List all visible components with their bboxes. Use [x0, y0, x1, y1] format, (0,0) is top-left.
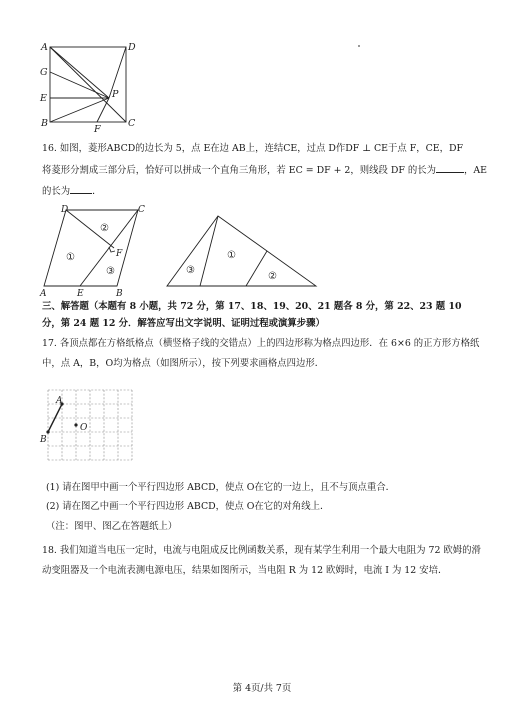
triangle-region-1: ①: [227, 250, 236, 261]
rhombus-region-1: ①: [66, 252, 75, 263]
q16-line3-text: 的长为: [42, 186, 71, 197]
rhombus-region-3: ③: [106, 266, 115, 277]
figure-rhombus: [36, 202, 156, 296]
label-D: D: [128, 42, 136, 53]
page-footer: 第 4页/共 7页: [232, 683, 292, 694]
rhombus-region-2: ②: [100, 223, 109, 234]
label-P: P: [112, 89, 119, 100]
triangle-region-3: ③: [186, 265, 195, 276]
q18-line1: 18. 我们知道当电压一定时，电流与电阻成反比例函数关系，现有某学生利用一个最大电阻为 72 欧姆的滑: [42, 545, 481, 556]
q16-line3: [42, 184, 102, 198]
label-E: E: [40, 93, 47, 104]
q17-part1: (1) 请在图甲中画一个平行四边形 ABCD，使点 O在它的一边上，且不与顶点重合．: [46, 482, 396, 493]
rhombus-label-A: A: [40, 289, 47, 296]
q16-line3-end: ．: [92, 186, 102, 197]
label-B: B: [41, 118, 48, 129]
grid-label-A: A: [56, 396, 63, 406]
grid-label-B: B: [40, 435, 47, 445]
q17-note: （注：图甲、图乙在答题纸上）: [46, 521, 178, 532]
section3-heading-line2: 分，第 24 题 12 分．解答应写出文字说明、证明过程或演算步骤）: [42, 318, 325, 329]
rhombus-label-F: F: [116, 249, 123, 259]
q17-line2: 中，点 A，B，O均为格点（如图所示），按下列要求画格点四边形．: [42, 358, 325, 369]
label-C: C: [128, 118, 136, 129]
answer-blank-df[interactable]: [436, 163, 464, 173]
label-F: F: [94, 124, 101, 133]
q16-line2-text: 将菱形分割成三部分后，恰好可以拼成一个直角三角形，若 EC = DF + 2，则线段 DF 的长为: [42, 165, 436, 176]
q17-line1: 17. 各顶点都在方格纸格点（横竖格子线的交错点）上的四边形称为格点四边形．在 6×6 的正方形方格纸: [42, 338, 480, 349]
stray-mark: [358, 45, 360, 47]
figure-square-apefc: [36, 38, 146, 133]
q16-line1: 16. 如图，菱形ABCD的边长为 5，点 E在边 AB上，连结CE，过点 D作DF ⊥ CE于点 F，CE，DF: [42, 143, 464, 154]
rhombus-label-E: E: [77, 289, 84, 296]
rhombus-label-D: D: [61, 205, 69, 215]
q16-line2: [42, 163, 487, 177]
q18-line2: 动变阻器及一个电流表测电源电压，结果如图所示，当电阻 R 为 12 欧姆时，电流 I 为 12 安培．: [42, 565, 448, 576]
grid-label-O: O: [80, 423, 88, 433]
figure-grid-6x6: [36, 384, 146, 470]
q16-line2-end: ，AE: [463, 165, 487, 176]
answer-blank-ae[interactable]: [70, 184, 92, 194]
section3-heading-line1: 三、解答题（本题有 8 小题，共 72 分，第 17、18、19、20、21 题各 8 分，第 22、23 题 10: [42, 301, 462, 312]
rhombus-label-C: C: [138, 205, 145, 215]
q17-part2: (2) 请在图乙中画一个平行四边形 ABCD，使点 O在它的对角线上．: [46, 501, 330, 512]
label-G: G: [40, 67, 48, 78]
figure-right-triangle: [164, 210, 320, 292]
triangle-region-2: ②: [268, 271, 277, 282]
rhombus-label-B: B: [116, 289, 123, 296]
label-A: A: [41, 42, 48, 53]
